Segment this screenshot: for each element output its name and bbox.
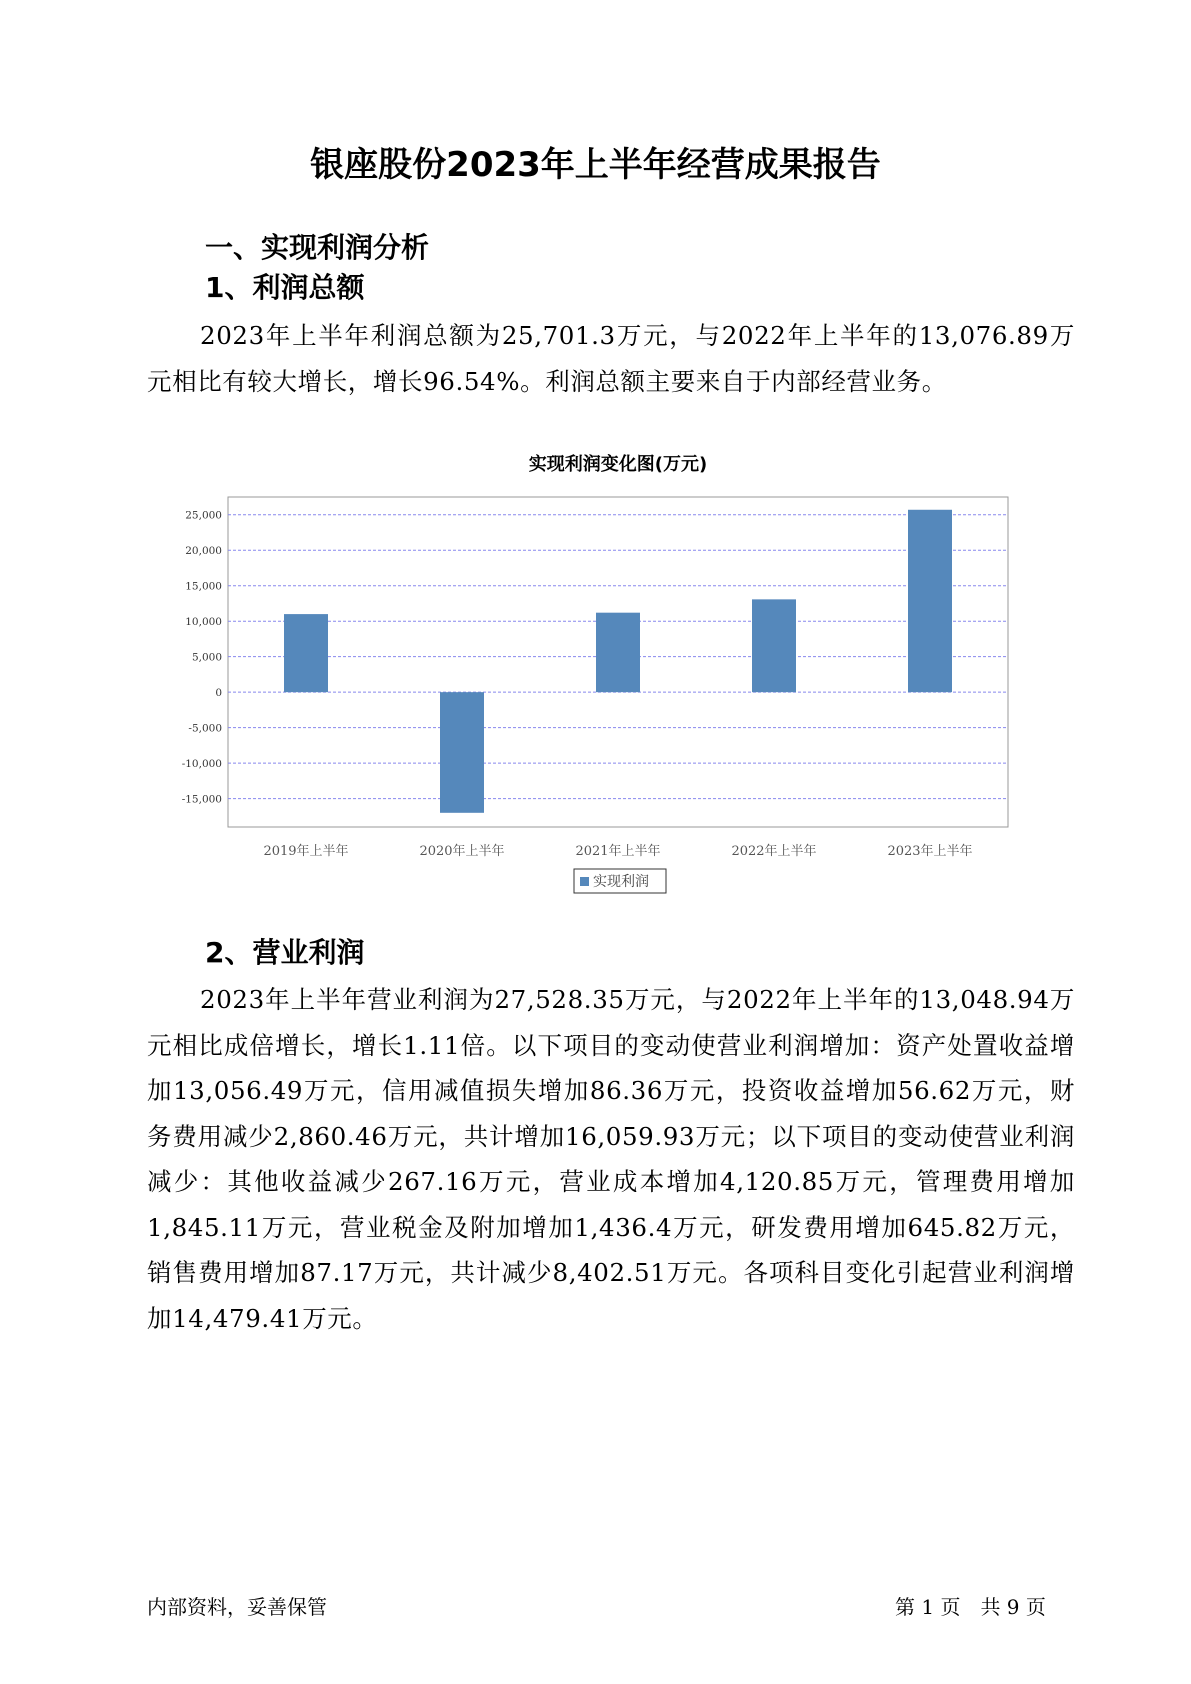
subheading-operating-profit: 2、营业利润: [205, 936, 365, 969]
y-tick-label: 10,000: [185, 616, 222, 629]
bar: [596, 613, 640, 692]
x-tick-label: 2021年上半年: [575, 844, 661, 859]
y-tick-label: 15,000: [185, 580, 222, 593]
profit-bar-chart: [150, 445, 1030, 915]
x-tick-label: 2022年上半年: [731, 844, 817, 859]
bar: [908, 510, 952, 692]
paragraph-operating-profit: 2023年上半年营业利润为27,528.35万元，与2022年上半年的13,048.94万元相比成倍增长，增长1.11倍。以下项目的变动使营业利润增加：资产处置收益增加13,056.49万元，信用减值损失增加86.36万元，投资收益增加56.62万元，财务费用减少2,860.46万元，共计增加16,059.93万元；以下项目的变动使营业利润减少：其他收益减少267.16万元，营业成本增加4,120.85万元，管理费用增加1,845.11万元，营业税金及附加增加1,436.4万元，研发费用增加645.82万元，销售费用增加87.17万元，共计减少8,402.51万元。各项科目变化引起营业利润增加14,479.41万元。: [147, 985, 1075, 1333]
paragraph-total-profit: 2023年上半年利润总额为25,701.3万元，与2022年上半年的13,076.89万元相比有较大增长，增长96.54%。利润总额主要来自于内部经营业务。: [147, 321, 1075, 396]
bar: [752, 599, 796, 692]
document-title: 银座股份2023年上半年经营成果报告: [310, 145, 881, 185]
section-heading-profit-analysis: 一、实现利润分析: [205, 231, 430, 264]
bar: [440, 692, 484, 813]
legend-swatch: [580, 877, 589, 886]
y-tick-label: 25,000: [185, 509, 222, 522]
y-tick-label: -5,000: [188, 722, 222, 735]
y-tick-label: -15,000: [181, 793, 222, 806]
x-tick-label: 2019年上半年: [263, 844, 349, 859]
y-tick-label: 0: [215, 687, 222, 700]
y-tick-label: -10,000: [181, 758, 222, 771]
bar: [284, 614, 328, 692]
subheading-total-profit: 1、利润总额: [205, 271, 365, 304]
footer-confidential-note: 内部资料，妥善保管: [147, 1595, 327, 1619]
x-tick-label: 2020年上半年: [419, 844, 505, 859]
x-tick-label: 2023年上半年: [887, 844, 973, 859]
y-tick-label: 5,000: [191, 651, 222, 664]
legend-label: 实现利润: [593, 874, 649, 890]
footer-page-number: 第 1 页 共 9 页: [895, 1595, 1046, 1619]
chart-title: 实现利润变化图(万元): [528, 454, 708, 475]
y-tick-label: 20,000: [185, 545, 222, 558]
